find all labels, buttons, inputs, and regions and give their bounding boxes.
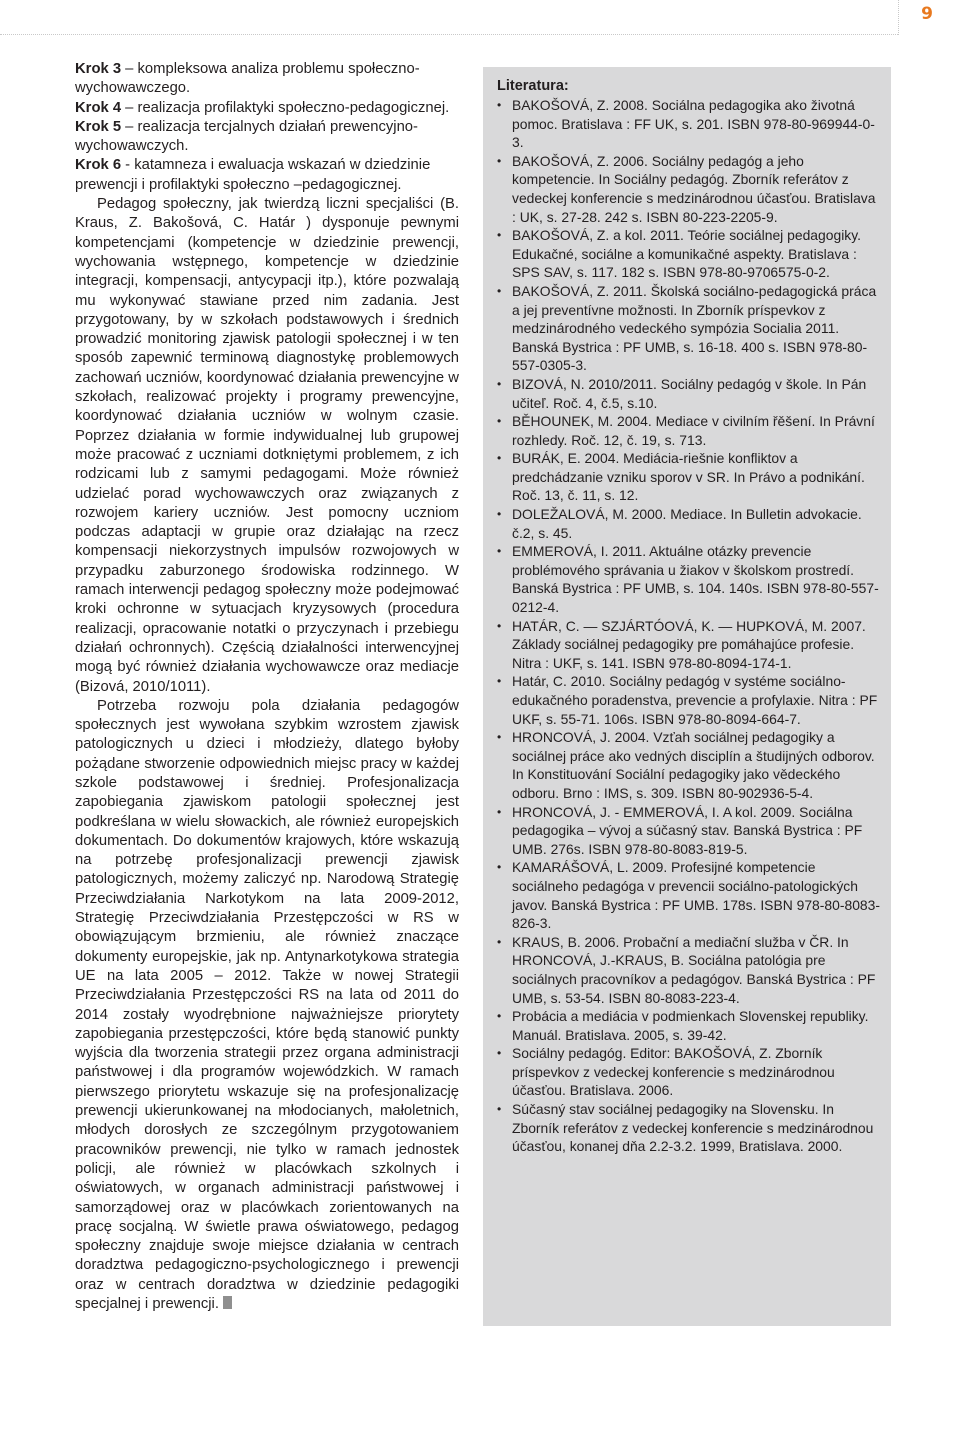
literature-title: Literatura:: [497, 78, 569, 94]
literature-item: • DOLEŽALOVÁ, M. 2000. Mediace. In Bulletin advokacie. č.2, s. 45.: [497, 505, 882, 542]
literature-item: • Határ, C. 2010. Sociálny pedagóg v systéme sociálno-edukačného poradenstva, prevencie a profylaxie. Nitra : PF UKF, s. 55-71. 106s. ISBN 978-80-8094-664-7.: [497, 672, 882, 728]
header-rule-vertical: [898, 0, 899, 35]
literature-list: [497, 96, 882, 1156]
body-paragraph: Pedagog społeczny, jak twierdzą liczni specjaliści (B. Kraus, Z. Bakošová, C. Határ ) dysponuje pewnymi kompetencjami (kompetencje w dziedzinie prewencji, wychowania wstępnego, kompetencje w dziedzinie integracji, kompensacji, antycypacji itp.), które pozwalają mu wykonywać stawiane przed nim zadania. Jest przygotowany, by w szkołach podstawowych i średnich prowadzić monitoring zjawisk patologii społecznej i w ten sposób zapewnić terminową diagnostykę problemowych zachowań uczniów, koordynować działania prewencyjne w szkołach, realizować projekty i programy prewencyjne, koordynować działania uczniów w wolnym czasie. Poprzez działania w formie indywidualnej lub grupowej może pracować z uczniami dotkniętymi problemem, z ich rodzicami lub z samymi pedagogami. Może również udzielać porad wychowawczych oraz związanych z rozwojem kariery uczniów. Jest pomocny uczniom podczas adaptacji w grupie oraz działając na rzecz kompensacji niekorzystnych impulsów rozwojowych w przypadku zaburzonego środowiska rodzinnego. W ramach interwencji pedagog społeczny może podejmować kroki ochronne w sytuacjach kryzysowych (procedura realizacji, opracowanie notatki o przyczynach i przebiegu działań ochronnych). Częścią działalności interwencyjnej mogą być również działania wychowawcze oraz mediacje (Bizová, 2010/1011).: [75, 196, 459, 695]
step-label: Krok 4: [75, 99, 122, 116]
literature-item: • HRONCOVÁ, J. 2004. Vzťah sociálnej pedagogiky a sociálnej práce ako vedných disciplín a študijných odborov. In Konstituování Sociální pedagogiky jako vědeckého odboru. Brno : IMS, s. 309. ISBN 80-902936-5-4.: [497, 728, 882, 802]
step-text: – realizacja profilaktyki społeczno-pedagogicznej.: [121, 99, 450, 116]
literature-item: • Sociálny pedagóg. Editor: BAKOŠOVÁ, Z. Zborník príspevkov z vedeckej konferencie s medzinárodnou účasťou. Bratislava. 2006.: [497, 1044, 882, 1100]
main-text-column: [75, 60, 459, 1314]
literature-item: • KAMARÁŠOVÁ, L. 2009. Profesijné kompetencie sociálneho pedagóga v prevencii sociálno-patologických javov. Banská Bystrica : PF UMB. 178s. ISBN 978-80-8083-826-3.: [497, 858, 882, 932]
step-text: – realizacja tercjalnych działań prewencyjno-wychowawczych.: [75, 118, 418, 155]
literature-item: • KRAUS, B. 2006. Probační a mediační služba v ČR. In HRONCOVÁ, J.-KRAUS, B. Sociálna patológia pre sociálnych pracovníkov a pedagógov. Banská Bystrica : PF UMB, s. 53-54. ISBN 80-8083-223-4.: [497, 933, 882, 1007]
step-label: Krok 3: [75, 61, 122, 77]
step-text: – kompleksowa analiza problemu społeczno-wychowawczego.: [75, 61, 420, 97]
step-4: [75, 99, 459, 118]
paragraph-text: Potrzeba rozwoju pola działania pedagogów społecznych jest wywołana szybkim wzrostem zjawisk patologicznych u dzieci i młodzieży, dlatego byłoby pożądane stworzenie odpowiednich miejsc pracy w każdej szkole podstawowej i średniej. Profesjonalizacja zapobiegania zjawiskom patologii społecznej jest podkreślana w wielu słowackich, ale również europejskich dokumentach. Do dokumentów krajowych, które wskazują na potrzebę profesjonalizacji prewencji zjawisk patologicznych, możemy zaliczyć np. Narodową Strategię Przeciwdziałania Narkotykom na lata 2009-2012, Strategię Przeciwdziałania Przestępczości w RS w obowiązującym brzmieniu, ale również znaczące dokumenty europejskie, jak np. Antynarkotykowa strategia UE na lata 2005 – 2012. Także w nowej Strategii Przeciwdziałania Przestępczości RS na lata od 2011 do 2014 zostały wyodrębnione najważniejsze priorytety zapobiegania przestępczości, które będą stanowić punkty wyjścia dla tworzenia strategii przez organa administracji państwowej i dla programów wojewódzkich. W ramach pierwszego priorytetu wskazuje się na profesjonalizację prewencji ukierunkowanej na młodocianych, małoletnich, młodych dorosłych ze szczególnym przygotowaniem pracowników prewencji, nie tylko w ramach jednostek policji, ale również w placówkach szkolnych i oświatowych, w organach administracji państwowej i samorządowej oraz w placówkach zorientowanych na pracę socjalną. W świetle prawa oświatowego, pedagog społeczny znajduje swoje miejsce działania w centrach doradztwa pedagogiczno-psychologicznego i prewencji oraz w centrach doradztwa w dziedzinie pedagogiki specjalnej i prewencji.: [75, 697, 459, 1312]
step-label: Krok 5: [75, 118, 122, 135]
literature-item: • HRONCOVÁ, J. - EMMEROVÁ, I. A kol. 2009. Sociálna pedagogika – vývoj a súčasný stav. Banská Bystrica : PF UMB. 276s. ISBN 978-80-8083-819-5.: [497, 803, 882, 859]
step-label: Krok 6: [75, 157, 122, 174]
literature-item: • BĚHOUNEK, M. 2004. Mediace v civilním řěšení. In Právní rozhledy. Roč. 12, č. 19, s. 713.: [497, 412, 882, 449]
literature-item: • BAKOŠOVÁ, Z. 2011. Školská sociálno-pedagogická práca a jej preventívne možnosti. In Zborník príspevkov z medzinárodného vedeckého sympózia Socialia 2011. Banská Bystrica : PF UMB, s. 16-18. 400 s. ISBN 978-80-557-0305-3.: [497, 282, 882, 375]
literature-item: • BAKOŠOVÁ, Z. 2008. Sociálna pedagogika ako životná pomoc. Bratislava : FF UK, s. 201. ISBN 978-80-969944-0-3.: [497, 96, 882, 152]
literature-item: • BIZOVÁ, N. 2010/2011. Sociálny pedagóg v škole. In Pán učiteľ. Roč. 4, č.5, s.10.: [497, 375, 882, 412]
literature-item: • Probácia a mediácia v podmienkach Slovenskej republiky. Manuál. Bratislava. 2005, s. 39-42.: [497, 1007, 882, 1044]
step-6: [75, 156, 459, 195]
literature-item: • HATÁR, C. — SZJÁRTÓOVÁ, K. — HUPKOVÁ, M. 2007. Základy sociálnej pedagogiky pre pomáhajúce profesie. Nitra : UKF, s. 141. ISBN 978-80-8094-174-1.: [497, 617, 882, 673]
literature-item: • BAKOŠOVÁ, Z. 2006. Sociálny pedagóg a jeho kompetencie. In Sociálny pedagóg. Zborník referátov z vedeckej konferencie s medzinárodnou účasťou. Bratislava : UK, s. 27-28. 242 s. ISBN 80-223-2205-9.: [497, 152, 882, 226]
step-3: [75, 60, 459, 99]
page-number: 9: [921, 4, 933, 24]
step-text: - katamneza i ewaluacja wskazań w dziedzinie prewencji i profilaktyki społeczno –pedagogicznej.: [75, 157, 431, 193]
body-paragraph: [75, 697, 459, 1315]
literature-item: • Súčasný stav sociálnej pedagogiky na Slovensku. In Zborník referátov z vedeckej konferencie s medzinárodnou účasťou, konanej dňa 2.2-3.2. 1999, Bratislava. 2000.: [497, 1100, 882, 1156]
literature-item: • EMMEROVÁ, I. 2011. Aktuálne otázky prevencie problémového správania u žiakov v školskom prostredí. Banská Bystrica : PF UMB, s. 104. 140s. ISBN 978-80-557-0212-4.: [497, 542, 882, 616]
literature-item: • BURÁK, E. 2004. Mediácia-riešnie konfliktov a predchádzanie vzniku sporov v SR. In Právo a podnikání. Roč. 13, č. 11, s. 12.: [497, 449, 882, 505]
step-5: [75, 118, 459, 157]
end-of-article-mark: [223, 1296, 232, 1309]
header-rule: [0, 34, 898, 35]
literature-item: • BAKOŠOVÁ, Z. a kol. 2011. Teórie sociálnej pedagogiky. Edukačné, sociálne a komunikačné aspekty. Bratislava : SPS SAV, s. 117. 182 s. ISBN 978-80-9706575-0-2.: [497, 226, 882, 282]
